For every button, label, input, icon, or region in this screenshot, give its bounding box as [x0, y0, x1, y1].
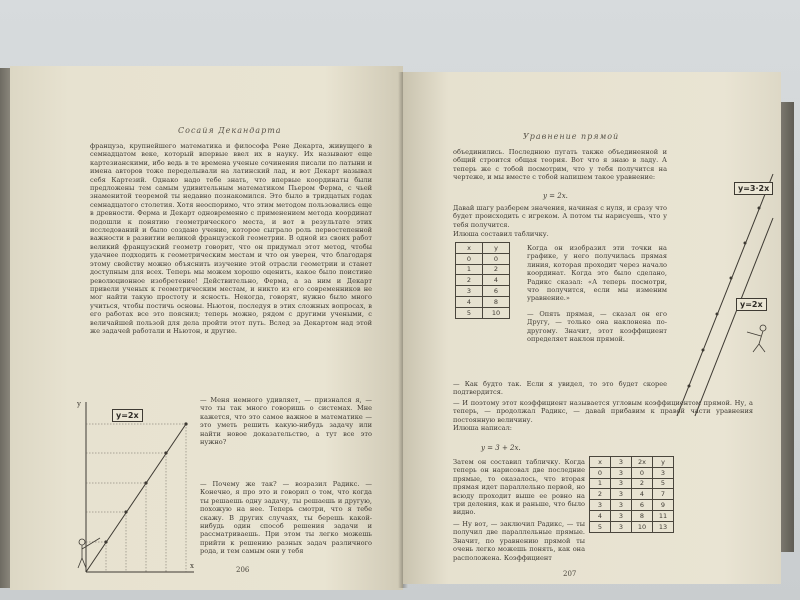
table-row — [590, 521, 674, 532]
table-cell: 6 — [632, 500, 653, 511]
right-text-9 — [453, 458, 585, 516]
table-row — [456, 275, 510, 286]
right-paragraph-2: Давай шагу разберем значения, начиная с нуля, и сразу что будет происходить с игреком. А потом ты нарисуешь, что у тебя получится. — [453, 204, 667, 229]
graph-line — [86, 424, 186, 572]
table-cell: 3 — [611, 500, 632, 511]
table1-header-y: y — [483, 243, 510, 254]
book-cover-right-edge — [780, 102, 794, 552]
table-cell: 6 — [483, 286, 510, 297]
table-cell: 3 — [611, 467, 632, 478]
table-row — [590, 489, 674, 500]
table-cell: 3 — [590, 500, 611, 511]
table-cell: 0 — [632, 467, 653, 478]
table-y-equals-2x — [455, 242, 510, 319]
table-cell: 3 — [611, 510, 632, 521]
table-row — [456, 286, 510, 297]
right-page-number: 207 — [563, 570, 577, 578]
table-cell: 9 — [653, 500, 674, 511]
table-row — [456, 253, 510, 264]
x-axis-label: x — [190, 562, 194, 570]
table-cell: 4 — [632, 489, 653, 500]
line-y-equals-2x — [695, 218, 773, 416]
table2-header-y: y — [653, 457, 674, 468]
equation-2: y = 3 + 2x. — [481, 444, 521, 452]
right-paragraph-5: — Опять прямая, — сказал он его Другу, — только она наклонена по-другому. Значит, этот коэффициент определяет наклон прямой. — [527, 310, 667, 344]
left-formula-label: y=2x — [112, 409, 143, 422]
table-cell: 3 — [611, 489, 632, 500]
table-row — [590, 467, 674, 478]
right-paragraph-9: Затем он составил табличку. Когда теперь он нарисовал две последние прямые, то оказалось, что вторая прямая идет параллельно первой, но всюду проходит выше ее ровно на три деления, как и раньше, что было видно. — [453, 458, 585, 516]
right-page — [403, 72, 781, 584]
table-cell: 3 — [653, 467, 674, 478]
table-cell: 1 — [590, 478, 611, 489]
table-row — [590, 510, 674, 521]
left-paragraph-1: француза, крупнейшего математика и философа Рене Декарта, живущего в семнадцатом веке, который впервые ввел их в науку. Их называют еще картезианскими, ибо ведь в те времена ученые сочинения писали по латыни и имена авторов тоже переделывали на латинский лад, и вот Декарт называл себя Картезий. Однако надо тебе знать, что впервые координаты были предложены тем самым удивительным математиком Пьером Ферма, с чьей знаменитой теоремой ты недавно познакомился. Это было в тридцатых годах семнадцатого столетия. Хотя неоспоримо, что этим методом пользовались еще в древности. Ферма и Декарт одновременно с применением метода координат подошли к понятию геометрического места, и вот в результате этих исследований и было создано учение, которое сыграло роль первостепенной важности в развитии великой французской геометрии. В одной из своих работ великий французский геометр говорит, что он придумал этот метод, чтобы удачнее подходить к геометрическим местам и что он уверен, что благодаря этому свойству можно объяснить изучение этой отрасли геометрии и станет доступным для всех. Теперь мы можем хорошо оценить, какое было поистине революционное изобретение! Действительно, Ферма, а за ним и Декарт привели ученых к геометрическим местам, и никто из его современников не мог найти такую простоту и ясность. Некогда, говорят, нужно было много учиться, чтобы постичь основы. Ньютон, последуя в этих сложных вопросах, в его работах все это пояснил; теперь можно, рядом с другими учеными, с величайшей пользой для дела пройти этот путь. Вслед за Декартом над этой же задачей работали и Ньютон, и другие. — [90, 142, 372, 335]
right-paragraph-3: Илюша составил табличку. — [453, 230, 549, 238]
climbing-figure — [747, 325, 766, 352]
table-cell: 11 — [653, 510, 674, 521]
right-paragraph-4: Когда он изобразил эти точки на графике, у него получилась прямая линия, которая проходит через начало координат. Когда это было сделано, Радикс сказал: «А теперь посмотри, что получится, если мы изменим уравнение.» — [527, 244, 667, 303]
right-paragraph-10: — Ну вот, — заключил Радикс, — ты получил две параллельные прямые. Значит, по уравнению прямой ты очень легко можешь понять, как она расположена. Коэффициент — [453, 520, 585, 562]
right-paragraph-7: — И поэтому этот коэффициент называется угловым коэффициентом прямой. Ну, а теперь, — продолжал Радикс, — давай прибавим к правой части уравнения постоянную величину. — [453, 399, 753, 424]
right-text-2 — [453, 204, 667, 230]
table2-header-2x: 2x — [632, 457, 653, 468]
left-graph-y-equals-2x — [74, 396, 198, 578]
equation-1: y = 2x. — [543, 192, 568, 200]
table-cell: 5 — [653, 478, 674, 489]
left-dialog-text-1 — [200, 396, 372, 476]
table2-header-3: 3 — [611, 457, 632, 468]
left-page — [10, 66, 403, 590]
table-cell: 3 — [611, 521, 632, 532]
left-main-text — [90, 142, 372, 390]
table1-header-x: x — [456, 243, 483, 254]
table-row — [590, 478, 674, 489]
table-cell: 2 — [456, 275, 483, 286]
table-cell: 5 — [456, 307, 483, 318]
table-row — [456, 296, 510, 307]
left-running-head: Сосайя Декандарта — [178, 126, 282, 135]
right-text-4 — [527, 244, 667, 306]
table-cell: 10 — [632, 521, 653, 532]
table-cell: 2 — [632, 478, 653, 489]
right-formula-label-1: y=3·2x — [734, 182, 773, 195]
table-cell: 13 — [653, 521, 674, 532]
table-row — [590, 500, 674, 511]
table-cell: 3 — [456, 286, 483, 297]
table-cell: 4 — [483, 275, 510, 286]
right-paragraph-1: объединились. Последнюю пугать также объединенной и общий строится общая теория. Вот что я знаю в ладу. А теперь же с тобой посмотрим, что у тебя получится на чертеже, и мы вместе с тобой напишем такое уравнение: — [453, 148, 667, 182]
table-cell: 0 — [483, 253, 510, 264]
little-person-figure — [78, 538, 100, 568]
left-paragraph-2: — Меня немного удивляет, — признался я, — что ты так много говоришь о системах. Мне кажется, что это самое важное в математике — это уметь решить какую-нибудь задачу или найти новое доказательство, а тут все это нужно? — [200, 396, 372, 447]
open-book — [0, 62, 790, 592]
table-cell: 0 — [456, 253, 483, 264]
table2-header-x: x — [590, 457, 611, 468]
right-text-6 — [453, 380, 667, 397]
right-text-3 — [453, 230, 667, 239]
right-text-8 — [453, 424, 573, 433]
table-cell: 1 — [456, 264, 483, 275]
line-y-equals-3-plus-2x — [677, 174, 773, 416]
table-y-equals-3-plus-2x — [589, 456, 674, 533]
y-axis-label: y — [77, 400, 81, 408]
right-formula-label-2: y=2x — [736, 298, 767, 311]
table-cell: 10 — [483, 307, 510, 318]
right-text-5 — [527, 310, 667, 376]
table-cell: 0 — [590, 467, 611, 478]
right-paragraph-8: Илюша написал: — [453, 424, 512, 432]
right-running-head: Уравнение прямой — [523, 132, 620, 141]
right-paragraph-6: — Как будто так. Если я увидел, то это будет скорее подтвердится. — [453, 380, 667, 397]
table-cell: 3 — [611, 478, 632, 489]
table-cell: 4 — [456, 296, 483, 307]
table-cell: 7 — [653, 489, 674, 500]
table-row — [456, 264, 510, 275]
table-cell: 4 — [590, 510, 611, 521]
right-text-top — [453, 148, 667, 190]
left-page-number: 206 — [236, 566, 250, 574]
table-row — [456, 307, 510, 318]
right-text-10 — [453, 520, 585, 570]
table-cell: 2 — [483, 264, 510, 275]
left-dialog-text-2 — [200, 480, 372, 580]
table-cell: 8 — [483, 296, 510, 307]
table-cell: 2 — [590, 489, 611, 500]
table-cell: 5 — [590, 521, 611, 532]
left-paragraph-3: — Почему же так? — возразил Радикс. — Конечно, я про это и говорил о том, что когда ты решаешь одну задачу, ты решаешь и другую, похожую на нее. Теперь смотри, что я тебе скажу. В других случаях, ты берешь какой-нибудь один способ решения задачи и рассматриваешь. При этом ты легко можешь прийти к решению разных задач различного рода, и тем самым они у тебя — [200, 480, 372, 556]
table-cell: 8 — [632, 510, 653, 521]
